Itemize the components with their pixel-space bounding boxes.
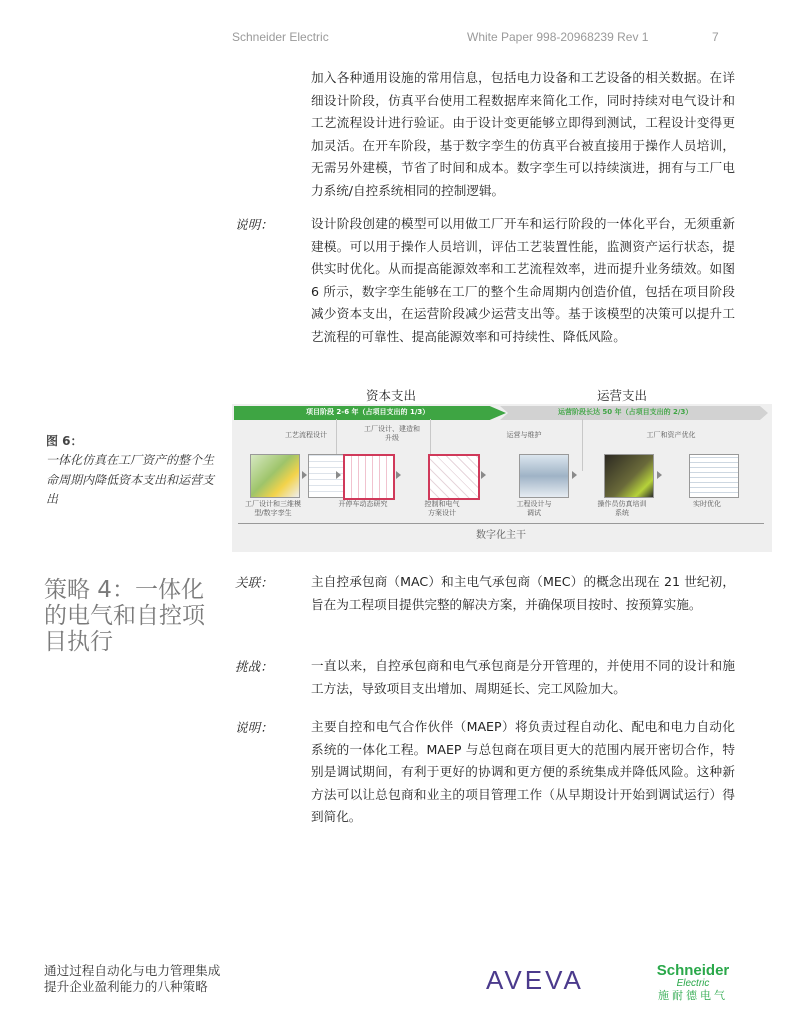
project-phase-text: 项目阶段 2-6 年（占项目支出的 1/3） [306, 408, 430, 416]
tag-optimization: 工厂和资产优化 [646, 431, 696, 439]
body-paragraph-2: 设计阶段创建的模型可以用做工厂开车和运行阶段的一体化平台，无须重新建模。可以用于操作人员培训，评估工艺装置性能，监测资产运行状态，提供实时优化。从而提高能源效率和工艺流程效率，进而提升业务绩效。如图 6 所示，数字孪生能够在工厂的整个生命周期内创造价值，包括在项目阶段减少资本支出，在运营阶段减少运营支出等。基于该模型的决策可以提升工艺流程的可靠性、提高能源效率和可持续性、降低风险。 [311, 216, 735, 344]
ops-phase-text: 运营阶段长达 50 年（占项目支出的 2/3） [558, 408, 693, 416]
se-logo-line-2: Electric [676, 978, 710, 989]
header-company: Schneider Electric [232, 30, 329, 44]
body-paragraph-1: 加入各种通用设施的常用信息，包括电力设备和工艺设备的相关数据。在详细设计阶段，仿真平台使用工程数据库来简化工作，同时持续对电气设计和工艺流程设计进行验证。由于设计变更能够立即得到测试，工程设计变得更加灵活。在开车阶段，基于数字孪生的仿真平台被直接用于操作人员培训，无需另外建模，节省了时间和成本。数字孪生可以持续演进，拥有与工厂电力系统/自控系统相同的控制逻辑。 [311, 70, 735, 198]
flow-arrow-icon [572, 471, 577, 479]
flow-arrow-icon [481, 471, 486, 479]
plant-3d-model-image [250, 454, 300, 498]
capex-label: 资本支出 [366, 388, 417, 403]
flow-arrow-icon [336, 471, 341, 479]
flow-arrow-icon [657, 471, 662, 479]
figure-caption: 一体化仿真在工厂资产的整个生命周期内降低资本支出和运营支出 [46, 453, 215, 506]
explain-paragraph-2: 主要自控和电气合作伙伴（MAEP）将负责过程自动化、配电和电力自动化系统的一体化工程。MAEP 与总包商在项目更大的范围内展开密切合作，特别是调试期间，有利于更好的协调和更方便的系统集成并降低风险。这种新方法可以让总包商和业主的项目管理工作（从早期设计开始到调试运行）得到简化。 [311, 719, 735, 824]
explain-label-2: 说明： [235, 720, 273, 735]
digital-backbone-line [238, 523, 764, 524]
schneider-electric-logo [653, 963, 733, 1003]
caption-3d-model: 工厂设计和三维模型/数字孪生 [245, 500, 301, 517]
footer-title [44, 963, 220, 995]
relation-label: 关联： [235, 575, 273, 590]
footer-line-2: 提升企业盈利能力的八种策略 [44, 979, 208, 994]
page-number: 7 [712, 30, 719, 44]
caption-operator-training: 操作员仿真培训系统 [597, 500, 647, 517]
header-doc-ref: White Paper 998-20968239 Rev 1 [467, 30, 649, 44]
challenge-paragraph: 一直以来，自控承包商和电气承包商是分开管理的，并使用不同的设计和施工方法，导致项目支出增加、周期延长、完工风险加大。 [311, 658, 735, 696]
se-logo-line-1: Schneider [656, 962, 730, 979]
flow-arrow-icon [302, 471, 307, 479]
aveva-logo: AVEVA [486, 965, 584, 995]
operator-training-image [604, 454, 654, 498]
caption-dynamic-study: 开停车动态研究 [338, 500, 388, 508]
control-design-image [428, 454, 480, 500]
relation-paragraph: 主自控承包商（MAC）和主电气承包商（MEC）的概念出现在 21 世纪初，旨在为工程项目提供完整的解决方案，并确保项目按时、按预算实施。 [311, 574, 735, 612]
se-logo-line-3: 施耐德电气 [658, 990, 728, 1002]
strategy-title: 策略 4：一体化的电气和自控项目执行 [44, 577, 205, 655]
explain-label: 说明： [235, 217, 273, 232]
challenge-label: 挑战： [235, 659, 273, 674]
dynamic-study-image [343, 454, 395, 500]
caption-engineering: 工程设计与调试 [516, 500, 552, 517]
figure-caption-title: 图 6： [46, 434, 83, 448]
flow-arrow-icon [396, 471, 401, 479]
caption-realtime-optimization: 实时优化 [693, 500, 721, 508]
opex-label: 运营支出 [597, 388, 648, 403]
digital-backbone-label: 数字化主干 [476, 530, 526, 541]
tag-operations: 运营与维护 [506, 431, 542, 439]
footer-line-1: 通过过程自动化与电力管理集成 [44, 963, 221, 978]
tag-process-design: 工艺流程设计 [285, 431, 327, 439]
optimization-screen-image [689, 454, 739, 498]
tag-plant-build: 工厂设计、建造和升级 [364, 425, 420, 442]
caption-control-design: 控制和电气方案设计 [424, 500, 460, 517]
engineering-screen-image [519, 454, 569, 498]
lifecycle-figure [232, 386, 772, 552]
stage-divider [582, 419, 583, 471]
